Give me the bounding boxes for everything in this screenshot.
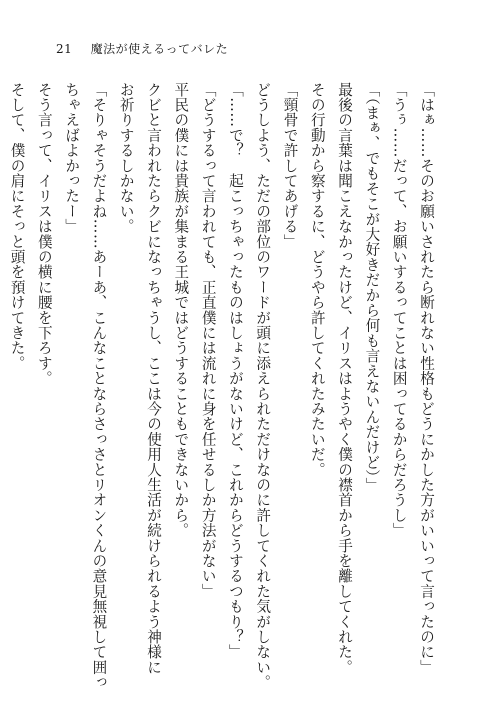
chapter-title: 魔法が使えるってバレた [90,42,229,56]
text-line: 「……で？ 起こっちゃったものはしょうがないけど、これからどうするつもり？」 [226,82,244,660]
text-line: 「（まぁ、でもそこが大好きだから何も言えないんだけど）」 [363,82,381,493]
text-line: 「頸骨で許してあげる」 [281,82,299,250]
text-line: そして、僕の肩にそっと頭を預けてきた。 [8,82,26,371]
body-text [0,82,440,690]
text-line: 「はぁ……そのお願いされたら断れない性格もどうにかした方がいいって言ったのに」 [418,82,435,675]
text-line: 「どうするって言われても、正直僕には流れに身を任せるしか方法がない」 [199,82,217,599]
text-line: クビと言われたらクビになっちゃうし、ここは今の使用人生活が続けられるよう神様に [145,82,163,675]
text-line: 最後の言葉は聞こえなかったけど、イリスはようやく僕の襟首から手を離してくれた。 [336,82,354,675]
text-line: どうしよう、ただの部位のワードが頭に添えられただけなのに許してくれた気がしない。 [254,82,272,690]
text-line: その行動から察するに、どうやら許してくれたみたいだ。 [308,82,326,478]
text-line: お祈りするしかない。 [117,82,135,234]
text-line: ちゃえばよかったー」 [63,82,81,234]
text-line [0,82,3,672]
text-line: 「そりゃそうだよね……あーあ、こんなことならさっさとリオンくんの意見無視して囲っ [90,82,108,690]
page-number: 21 [56,42,73,56]
text-line: 平民の僕には貴族が集まる王城ではどうすることもできないから。 [172,82,190,538]
text-line: 「うぅ……だって、お願いするってことは困ってるからだろうし」 [390,82,408,538]
running-header [56,40,228,57]
text-line: そう言って、イリスは僕の横に腰を下ろす。 [35,82,53,386]
